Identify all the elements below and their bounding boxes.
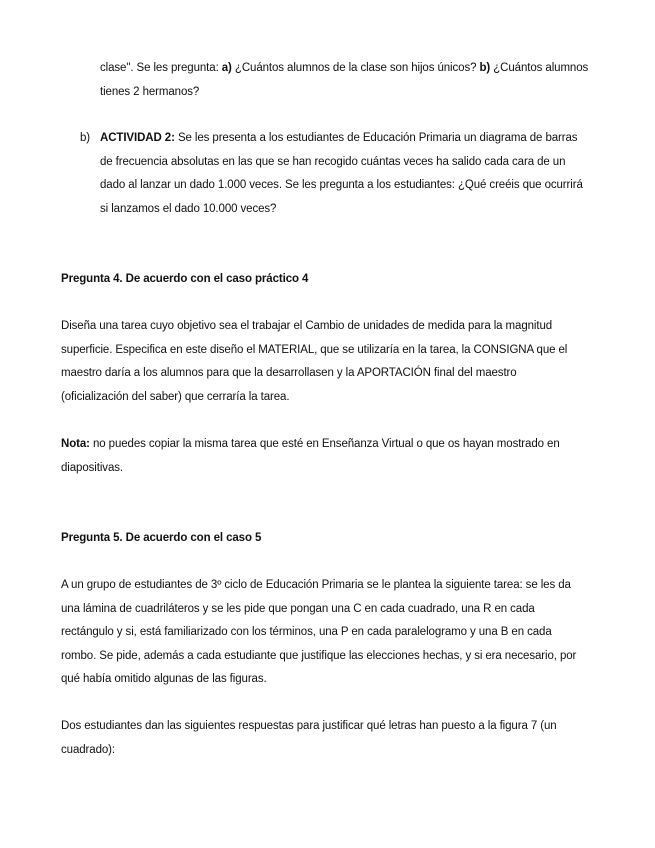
actividad-2-title: ACTIVIDAD 2:	[100, 132, 175, 144]
option-a-label: a)	[221, 62, 232, 74]
actividad-2-line-4: si lanzamos el dado 10.000 veces?	[100, 202, 277, 215]
pregunta-4-note	[61, 433, 601, 480]
actividad-2-line-1: ACTIVIDAD 2: Se les presenta a los estudiantes de Educación Primaria un diagrama de barras	[100, 132, 578, 144]
pregunta-5-line: rombo. Se pide, además a cada estudiante que justifique las elecciones hechas, y si era necesario, por	[61, 649, 577, 662]
continuation-paragraph	[100, 57, 600, 104]
pregunta-4-line: Diseña una tarea cuyo objetivo sea el trabajar el Cambio de unidades de medida para la magnitud	[61, 320, 553, 332]
pregunta-5-paragraph	[61, 574, 601, 692]
pregunta-4-line: superficie. Especifica en este diseño el MATERIAL, que se utilizaría en la tarea, la CONSIGNA que el	[61, 343, 568, 356]
pregunta-5-line: qué había omitido algunas de las figuras.	[61, 673, 267, 685]
pregunta-4-heading: Pregunta 4. De acuerdo con el caso práctico 4	[61, 273, 309, 285]
actividad-2-line-3: dado al lanzar un dado 1.000 veces. Se les pregunta a los estudiantes: ¿Qué creéis que ocurrirá	[100, 179, 583, 191]
option-b-label: b)	[479, 62, 491, 74]
list-marker-b: b)	[80, 132, 91, 144]
pregunta-5-line: rectángulo y si, está familiarizado con los términos, una P en cada paralelogramo y una B en cada	[61, 626, 552, 638]
actividad-2-line-2: de frecuencia absolutas en las que se han recogido cuántas veces ha salido cada cara de un	[100, 155, 566, 168]
note-line-2: diapositivas.	[61, 461, 123, 474]
note-line-1: Nota: no puedes copiar la misma tarea que esté en Enseñanza Virtual o que os hayan mostrado en	[61, 438, 560, 450]
pregunta-5-line: A un grupo de estudiantes de 3º ciclo de Educación Primaria se le plantea la siguiente tarea: se les da	[61, 579, 571, 591]
pregunta-5-final-paragraph	[61, 715, 601, 762]
pregunta-5-final-line: Dos estudiantes dan las siguientes respuestas para justificar qué letras han puesto a la figura 7 (un	[61, 720, 557, 732]
note-label: Nota:	[61, 438, 90, 450]
actividad-2-paragraph	[100, 127, 600, 221]
continuation-line-2: tienes 2 hermanos?	[100, 85, 200, 98]
continuation-line-1: clase". Se les pregunta: a) ¿Cuántos alumnos de la clase son hijos únicos? b) ¿Cuántos alumnos	[100, 62, 589, 74]
pregunta-5-final-line: cuadrado):	[61, 743, 115, 756]
pregunta-4-paragraph	[61, 315, 601, 409]
pregunta-4-line: (oficialización del saber) que cerraría la tarea.	[61, 390, 290, 403]
pregunta-5-line: una lámina de cuadriláteros y se les pide que pongan una C en cada cuadrado, una R en cada	[61, 602, 535, 615]
pregunta-4-line: maestro daría a los alumnos para que la desarrollasen y la APORTACIÓN final del maestro	[61, 367, 517, 379]
pregunta-5-heading: Pregunta 5. De acuerdo con el caso 5	[61, 532, 262, 544]
